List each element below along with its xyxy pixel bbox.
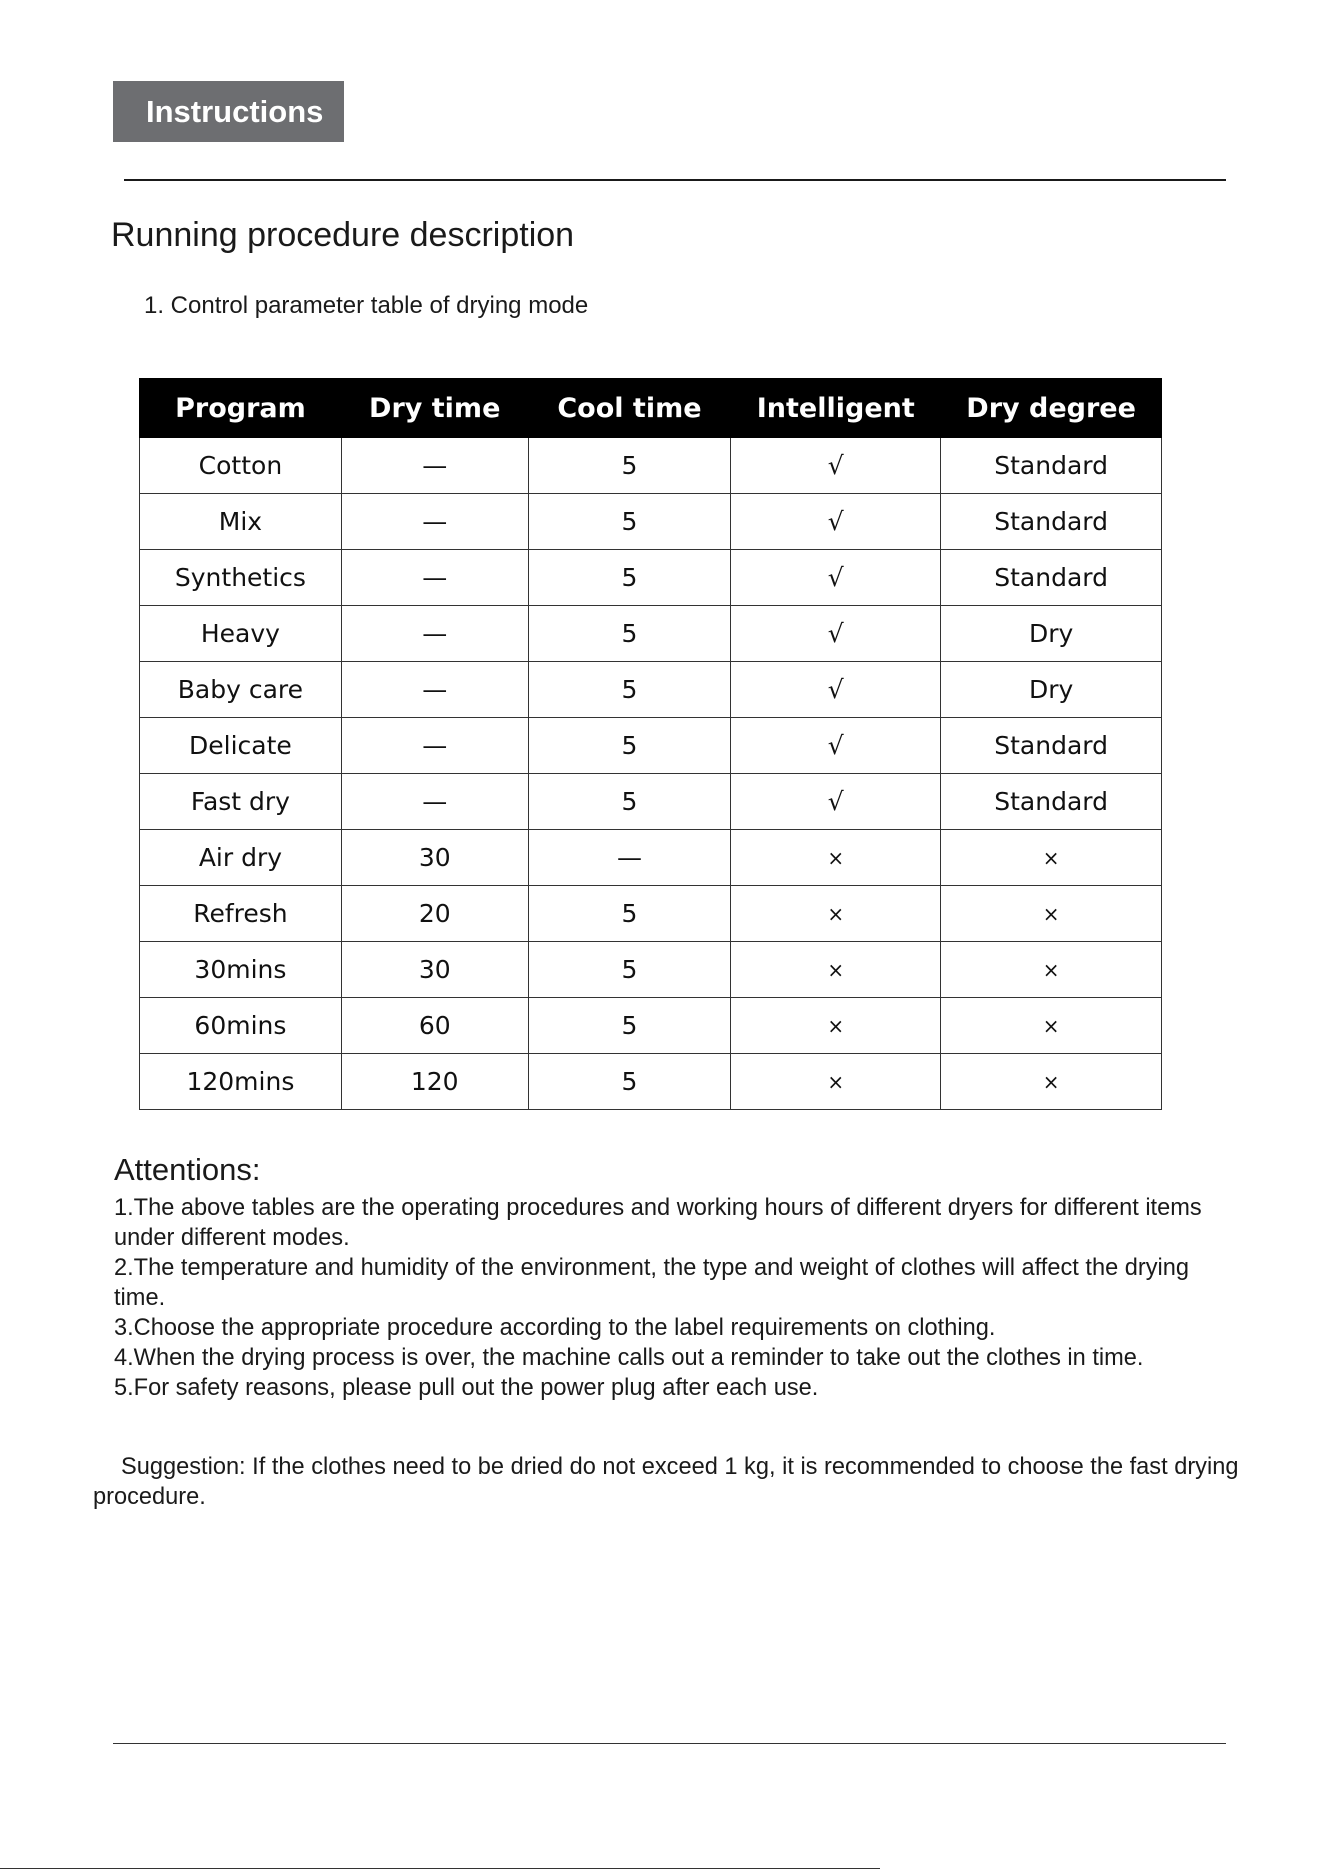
- cell-dry-time: 120: [341, 1054, 528, 1110]
- cell-program: Synthetics: [140, 550, 342, 606]
- cell-dry-time: —: [341, 774, 528, 830]
- cell-dry-time: —: [341, 662, 528, 718]
- cell-intelligent: ×: [731, 830, 941, 886]
- cell-cool-time: 5: [528, 550, 731, 606]
- cell-program: 30mins: [140, 942, 342, 998]
- section-tab: Instructions: [113, 81, 344, 142]
- column-header-intelligent: Intelligent: [731, 379, 941, 438]
- table-row: [140, 998, 1162, 1054]
- attention-item: 1.The above tables are the operating procedures and working hours of different dryers for different items under different modes.: [114, 1195, 1202, 1251]
- table-row: [140, 1054, 1162, 1110]
- table-row: [140, 886, 1162, 942]
- cell-cool-time: 5: [528, 438, 731, 494]
- table-caption: 1. Control parameter table of drying mode: [144, 292, 589, 319]
- attention-item: 5.For safety reasons, please pull out the power plug after each use.: [114, 1375, 819, 1401]
- cell-program: Baby care: [140, 662, 342, 718]
- cell-intelligent: ×: [731, 886, 941, 942]
- cell-dry-time: —: [341, 438, 528, 494]
- cell-dry-time: —: [341, 550, 528, 606]
- cell-dry-degree: ×: [941, 1054, 1162, 1110]
- cell-dry-time: 20: [341, 886, 528, 942]
- cell-intelligent: ×: [731, 998, 941, 1054]
- table-row: [140, 718, 1162, 774]
- cell-intelligent: √: [731, 718, 941, 774]
- cell-dry-degree: Dry: [941, 606, 1162, 662]
- cell-program: Fast dry: [140, 774, 342, 830]
- attentions-title: Attentions:: [114, 1152, 261, 1187]
- cell-dry-degree: ×: [941, 998, 1162, 1054]
- drying-parameter-table: [139, 378, 1162, 1110]
- table-row: [140, 606, 1162, 662]
- cell-dry-time: 30: [341, 830, 528, 886]
- table-row: [140, 438, 1162, 494]
- cell-dry-degree: Dry: [941, 662, 1162, 718]
- table-row: [140, 494, 1162, 550]
- cell-cool-time: 5: [528, 606, 731, 662]
- cell-cool-time: —: [528, 830, 731, 886]
- column-header-cool-time: Cool time: [528, 379, 731, 438]
- cell-intelligent: √: [731, 606, 941, 662]
- cell-dry-degree: Standard: [941, 774, 1162, 830]
- cell-dry-time: 30: [341, 942, 528, 998]
- column-header-dry-degree: Dry degree: [941, 379, 1162, 438]
- cell-intelligent: ×: [731, 942, 941, 998]
- page-edge-line: [0, 1868, 880, 1869]
- cell-program: 120mins: [140, 1054, 342, 1110]
- attention-item: 3.Choose the appropriate procedure according to the label requirements on clothing.: [114, 1315, 996, 1341]
- table-row: [140, 774, 1162, 830]
- header-divider: [124, 179, 1226, 181]
- cell-dry-time: 60: [341, 998, 528, 1054]
- cell-dry-time: —: [341, 718, 528, 774]
- cell-dry-degree: ×: [941, 830, 1162, 886]
- attention-item: 2.The temperature and humidity of the environment, the type and weight of clothes will affect the drying time.: [114, 1255, 1190, 1311]
- cell-cool-time: 5: [528, 998, 731, 1054]
- cell-dry-time: —: [341, 494, 528, 550]
- cell-dry-degree: ×: [941, 886, 1162, 942]
- cell-program: Delicate: [140, 718, 342, 774]
- cell-cool-time: 5: [528, 942, 731, 998]
- cell-intelligent: √: [731, 550, 941, 606]
- cell-intelligent: √: [731, 662, 941, 718]
- cell-program: Mix: [140, 494, 342, 550]
- cell-cool-time: 5: [528, 886, 731, 942]
- cell-intelligent: √: [731, 494, 941, 550]
- table-body: [140, 438, 1162, 1110]
- cell-cool-time: 5: [528, 1054, 731, 1110]
- table-row: [140, 662, 1162, 718]
- cell-cool-time: 5: [528, 662, 731, 718]
- cell-cool-time: 5: [528, 774, 731, 830]
- cell-program: Air dry: [140, 830, 342, 886]
- cell-dry-degree: Standard: [941, 438, 1162, 494]
- cell-cool-time: 5: [528, 494, 731, 550]
- column-header-dry-time: Dry time: [341, 379, 528, 438]
- page-title: Running procedure description: [111, 216, 575, 254]
- table-header-row: [140, 379, 1162, 438]
- cell-dry-degree: Standard: [941, 494, 1162, 550]
- cell-program: 60mins: [140, 998, 342, 1054]
- cell-intelligent: √: [731, 438, 941, 494]
- column-header-program: Program: [140, 379, 342, 438]
- table-row: [140, 550, 1162, 606]
- table-row: [140, 830, 1162, 886]
- attentions-list: [114, 1193, 1224, 1403]
- cell-program: Heavy: [140, 606, 342, 662]
- cell-dry-degree: ×: [941, 942, 1162, 998]
- suggestion-text: Suggestion: If the clothes need to be dried do not exceed 1 kg, it is recommended to choose the fast drying procedure.: [93, 1454, 1239, 1510]
- attention-item: 4.When the drying process is over, the machine calls out a reminder to take out the clothes in time.: [114, 1345, 1144, 1371]
- cell-intelligent: √: [731, 774, 941, 830]
- cell-dry-degree: Standard: [941, 718, 1162, 774]
- cell-dry-time: —: [341, 606, 528, 662]
- footer-divider: [113, 1743, 1226, 1744]
- cell-program: Cotton: [140, 438, 342, 494]
- table-row: [140, 942, 1162, 998]
- cell-cool-time: 5: [528, 718, 731, 774]
- cell-program: Refresh: [140, 886, 342, 942]
- cell-intelligent: ×: [731, 1054, 941, 1110]
- cell-dry-degree: Standard: [941, 550, 1162, 606]
